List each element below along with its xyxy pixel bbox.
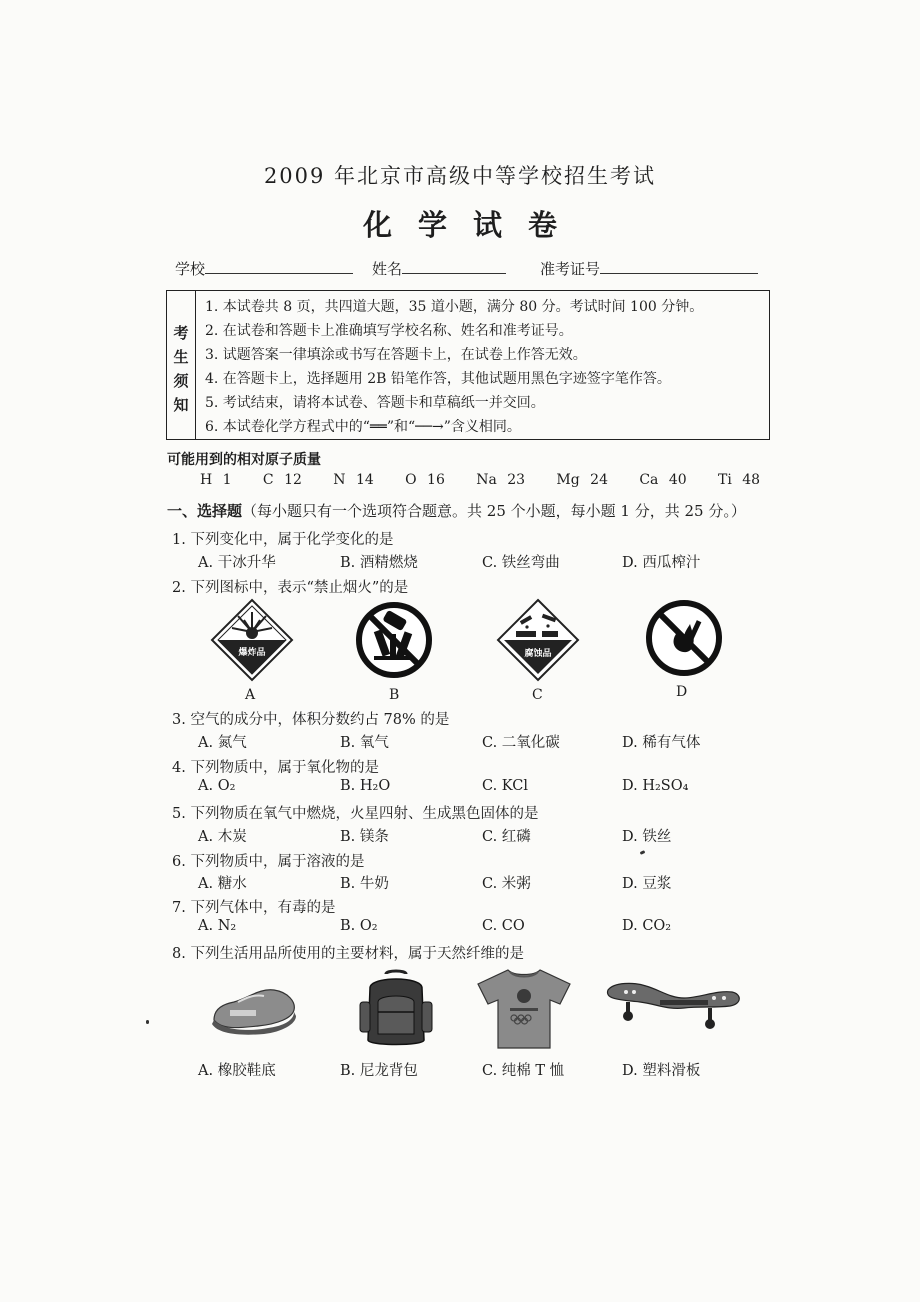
option-c[interactable]: C. CO	[482, 918, 525, 934]
school-blank[interactable]	[205, 259, 353, 274]
question-stem: 6. 下列物质中，属于溶液的是	[172, 854, 365, 870]
notice-item: 6. 本试卷化学方程式中的“══”和“──→”含义相同。	[205, 419, 521, 435]
corrosive-sign-icon[interactable]	[496, 598, 580, 682]
scan-speck	[146, 1020, 149, 1024]
image-label-a[interactable]: A	[245, 687, 256, 703]
notice-item: 5. 考试结束，请将本试卷、答题卡和草稿纸一并交回。	[205, 395, 545, 411]
notice-label-cell	[167, 291, 196, 439]
question-stem: 4. 下列物质中，属于氧化物的是	[172, 760, 379, 776]
corrosive-sign-label: 腐蚀品	[524, 649, 552, 659]
option-b[interactable]: B. 尼龙背包	[340, 1063, 418, 1079]
id-label: 准考证号	[540, 260, 601, 278]
section-title	[167, 500, 746, 521]
shoe-image[interactable]	[208, 980, 300, 1042]
option-d[interactable]: D. 豆浆	[622, 876, 672, 892]
section-title-label: 一、选择题	[167, 502, 243, 520]
option-c[interactable]: C. 红磷	[482, 829, 531, 845]
option-b[interactable]: B. 氧气	[340, 735, 389, 751]
id-blank[interactable]	[600, 259, 758, 274]
option-a[interactable]: A. O₂	[198, 778, 236, 794]
id-field[interactable]	[540, 258, 758, 279]
notice-item: 3. 试题答案一律填涂或书写在答题卡上，在试卷上作答无效。	[205, 347, 587, 363]
atomic-mass-heading: 可能用到的相对原子质量	[167, 452, 321, 468]
option-b[interactable]: B. 镁条	[340, 829, 389, 845]
notice-label: 考 生 须 知	[173, 324, 189, 414]
exam-title: 2009 年北京市高级中等学校招生考试	[263, 164, 657, 188]
option-c[interactable]: C. 米粥	[482, 876, 531, 892]
ink-speck	[640, 850, 646, 855]
question-stem: 3. 空气的成分中，体积分数约占 78% 的是	[172, 712, 450, 728]
option-c[interactable]: C. 二氧化碳	[482, 735, 560, 751]
backpack-image[interactable]	[356, 968, 436, 1050]
school-field[interactable]	[175, 258, 353, 279]
skateboard-image[interactable]	[604, 972, 744, 1036]
option-b[interactable]: B. 酒精燃烧	[340, 555, 418, 571]
explosive-sign-label: 爆炸品	[238, 648, 266, 658]
question-stem: 5. 下列物质在氧气中燃烧，火星四射、生成黑色固体的是	[172, 806, 539, 822]
option-b[interactable]: B. H₂O	[340, 778, 391, 794]
option-d[interactable]: D. 西瓜榨汁	[622, 555, 701, 571]
option-c[interactable]: C. 纯棉 T 恤	[482, 1063, 565, 1079]
question-stem: 2. 下列图标中，表示“禁止烟火”的是	[172, 580, 409, 596]
notice-item: 1. 本试卷共 8 页，共四道大题，35 道小题，满分 80 分。考试时间 100 分钟。	[205, 299, 704, 315]
image-label-c[interactable]: C	[532, 687, 543, 703]
name-field[interactable]	[372, 258, 506, 279]
explosive-sign-icon[interactable]	[210, 598, 294, 682]
option-d[interactable]: D. 塑料滑板	[622, 1063, 701, 1079]
option-d[interactable]: D. 稀有气体	[622, 735, 701, 751]
option-c[interactable]: C. KCl	[482, 778, 528, 794]
option-a[interactable]: A. 氮气	[198, 735, 247, 751]
no-fire-sign-icon[interactable]	[644, 598, 724, 678]
image-label-d[interactable]: D	[676, 684, 688, 700]
question-stem: 1. 下列变化中，属于化学变化的是	[172, 532, 394, 548]
notice-item: 4. 在答题卡上，选择题用 2B 铅笔作答，其他试题用黑色字迹签字笔作答。	[205, 371, 671, 387]
name-blank[interactable]	[402, 259, 506, 274]
image-label-b[interactable]: B	[389, 687, 400, 703]
prohibition-sign-b-icon[interactable]	[354, 600, 434, 680]
option-a[interactable]: A. 糖水	[198, 876, 247, 892]
option-a[interactable]: A. 橡胶鞋底	[198, 1063, 276, 1079]
notice-box	[166, 290, 770, 440]
school-label: 学校	[175, 260, 206, 278]
option-c[interactable]: C. 铁丝弯曲	[482, 555, 560, 571]
tshirt-image[interactable]	[474, 966, 574, 1050]
question-stem: 7. 下列气体中，有毒的是	[172, 900, 336, 916]
option-d[interactable]: D. CO₂	[622, 918, 672, 934]
question-stem: 8. 下列生活用品所使用的主要材料，属于天然纤维的是	[172, 946, 524, 962]
option-a[interactable]: A. 木炭	[198, 829, 247, 845]
option-d[interactable]: D. H₂SO₄	[622, 778, 689, 794]
option-d[interactable]: D. 铁丝	[622, 829, 672, 845]
atomic-mass-values: H 1 C 12 N 14 O 16 Na 23 Mg 24 Ca 40 Ti 48	[200, 472, 761, 488]
paper-title: 化学试卷	[362, 208, 583, 242]
option-b[interactable]: B. 牛奶	[340, 876, 389, 892]
option-b[interactable]: B. O₂	[340, 918, 378, 934]
name-label: 姓名	[372, 260, 403, 278]
section-title-note: （每小题只有一个选项符合题意。共 25 个小题，每小题 1 分，共 25 分。）	[242, 502, 746, 520]
option-a[interactable]: A. 干冰升华	[198, 555, 276, 571]
option-a[interactable]: A. N₂	[198, 918, 237, 934]
notice-item: 2. 在试卷和答题卡上准确填写学校名称、姓名和准考证号。	[205, 323, 573, 339]
